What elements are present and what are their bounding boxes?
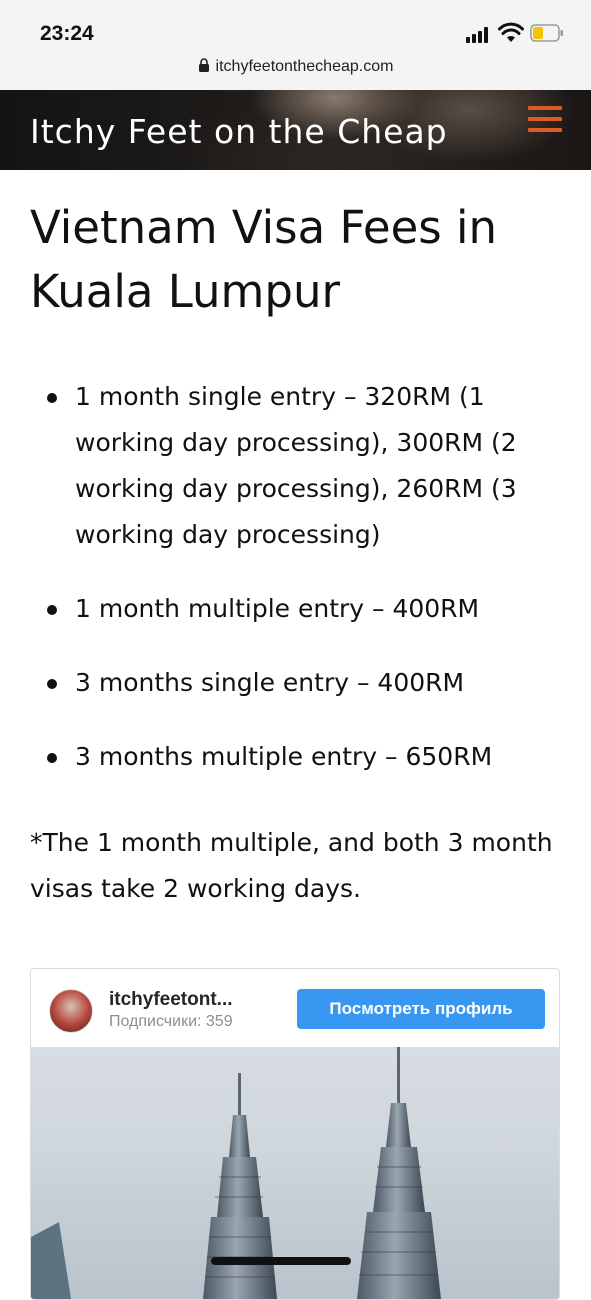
follower-count: Подписчики: 359	[109, 1013, 233, 1030]
wifi-icon	[498, 22, 524, 44]
status-bar	[0, 0, 591, 90]
site-header	[0, 90, 591, 170]
processing-note: *The 1 month multiple, and both 3 month visas take 2 working days.	[30, 828, 553, 903]
view-profile-button[interactable]: Посмотреть профиль	[297, 989, 545, 1029]
fee-list	[0, 374, 591, 780]
address-bar[interactable]	[0, 58, 591, 80]
lock-icon	[198, 58, 210, 73]
list-item: 3 months single entry – 400RM	[0, 660, 591, 706]
cellular-signal-icon	[466, 27, 492, 43]
avatar[interactable]	[49, 989, 93, 1033]
battery-icon	[530, 24, 564, 42]
menu-icon[interactable]	[528, 106, 562, 132]
status-time: 23:24	[40, 22, 94, 45]
instagram-embed	[30, 968, 560, 1300]
url-text: itchyfeetonthecheap.com	[215, 58, 394, 75]
site-title[interactable]: Itchy Feet on the Cheap	[30, 112, 448, 151]
instagram-username[interactable]: itchyfeetont...	[109, 989, 233, 1010]
list-item: 3 months multiple entry – 650RM	[0, 734, 591, 780]
instagram-photo[interactable]	[31, 1047, 559, 1299]
page-title: Vietnam Visa Fees in Kuala Lumpur	[30, 201, 498, 318]
list-item: 1 month multiple entry – 400RM	[0, 586, 591, 632]
list-item: 1 month single entry – 320RM (1 working day processing), 300RM (2 working day processing), 260RM (3 working day processing)	[0, 374, 591, 558]
video-progress-bar	[211, 1257, 351, 1265]
